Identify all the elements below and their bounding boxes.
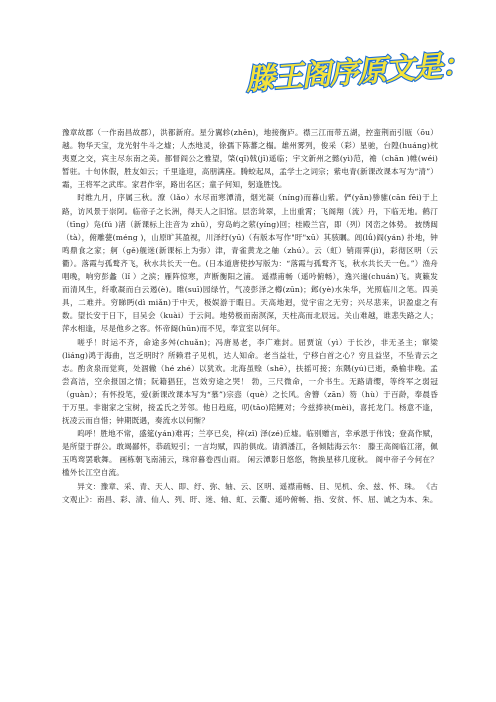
paragraph: 嗟乎！时运不齐，命途多舛(chuǎn)；冯唐易老，李广难封。屈贾谊（yì）于长沙，非无圣主；窜梁(liáng)鸿于海曲，岂乏明时？所赖君子见机，达人知命。老当益壮，宁移白首之心？穷且益坚，不坠青云之志。酌贪泉而觉爽，处涸辙（hé zhé）以犹欢。北海虽赊（shē），扶摇可接；东隅(yú)已逝，桑榆非晚。孟尝高洁，空余报国之情；阮籍猖狂，岂效穷途之哭！ 勃，三尺微命，一介书生。无路请缨，等终军之弱冠（guàn）；有怀投笔，爱(新课改课本写为“慕”)宗悫（què）之长风。舍簪（zān）笏（hù）于百龄，奉晨昏于万里。非谢家之宝树，接孟氏之芳邻。他日趋庭，叨(tāo)陪鲤对；今兹捧袂(mèi)，喜托龙门。杨意不逢，抚凌云而自惜；钟期既遇，奏流水以何惭？ [62, 337, 438, 426]
body-text [62, 126, 438, 506]
document-title [240, 39, 471, 99]
title-graphic [240, 39, 471, 99]
title-text: 滕王阁序原文是： [244, 47, 471, 97]
paragraph: 时维九月，序属三秋。潦（lǎo）水尽而寒潭清，烟光凝（níng)而暮山紫。俨(yǎn)骖骓(cān fēi)于上路，访风景于崇阿。临帝子之长洲，得天人之旧馆。层峦耸翠，上出重霄；飞阁翔（流）丹，下临无地。鹤汀（tīng）凫(fú )渚（新课标上注音为 zhǔ），穷岛屿之萦(yíng)回；桂殿兰宫，即（列）冈峦之体势。 披绣闼（tà），俯雕甍(méng )，山原旷其盈视，川泽纡(yū)（有版本写作"盱"xū）其骇瞩。闾(lǘ)阎(yán) 扑地，钟鸣鼎食之家；舸（gě)舰迷(新课标上为弥）津，青雀黄龙之舳（zhú）。云（虹）销雨霁(jì)，彩彻区明（云衢）。落霞与孤鹜齐飞，秋水共长天一色。(日本道唐使抄写版为：“落霞与孤鹜齐飞，秋水共长天一色。”）渔舟唱晚，响穷彭蠡（lǐ ）之滨；雁阵惊寒，声断衡阳之浦。 遥襟甫畅（遥吟俯畅），逸兴遄(chuán)飞。爽籁发而清风生，纤歌凝而白云遏(è)。睢(suī)园绿竹，气凌彭泽之樽(zūn)；邺(yè)水朱华，光照临川之笔。四美具，二难并。穷睇眄(dì miǎn)于中天，极娱游于暇日。天高地迥，觉宇宙之无穷；兴尽悲来，识盈虚之有数。望长安于日下，目吴会（kuài）于云间。地势极而南溟深，天柱高而北辰远。关山难越，谁悲失路之人；萍水相逢，尽是他乡之客。怀帝阍(hūn)而不见，奉宣室以何年。 [62, 193, 438, 334]
paragraph: 异文：豫章、采、青、天人、即、纡、弥、轴、云、区明、遥襟甫畅、目、见机、余、兹、怀、珠。 《古文观止》：南昌、彩、清、仙人、列、盱、迷、轴、虹、云衢、遥吟俯畅、指、安贫、怀、屈、诚之为本、朱。 [62, 481, 438, 504]
paragraph: 呜呼！胜地不常，盛筵(yán)难再；兰亭已矣，梓(zǐ) 泽(zé)丘墟。临别赠言，幸承恩于伟饯；登高作赋，是所望于群公。敢竭鄙怀，恭疏短引；一言均赋，四韵俱成。请洒潘江，各倾陆海云尔： 滕王高阁临江渚，佩玉鸣鸾罢歌舞。 画栋朝飞南浦云，珠帘暮卷西山雨。 闲云潭影日悠悠，物换星移几度秋。 阁中帝子今何在？槛外长江空自流。 [62, 429, 438, 478]
paragraph: 豫章故郡（一作南昌故郡），洪都新府。星分翼轸(zhěn)，地接衡庐。襟三江而带五湖，控蛮荆而引瓯（ōu）越。物华天宝，龙光射牛斗之墟；人杰地灵，徐孺下陈蕃之榻。雄州雾列，俊采（彩）星驰，台隍(huáng)枕夷夏之交，宾主尽东南之美。都督阎公之雅望，棨(qǐ)戟(jǐ)遥临；宇文新州之懿(yì)范，襜（chān )帷(wéi)暂驻。十旬休假，胜友如云；千里逢迎，高朋满座。腾蛟起凤，孟学士之词宗；紫电青(新课改课本写为“清”）霜，王将军之武库。家君作宰，路出名区；童子何知，躬逢胜饯。 [62, 128, 438, 190]
